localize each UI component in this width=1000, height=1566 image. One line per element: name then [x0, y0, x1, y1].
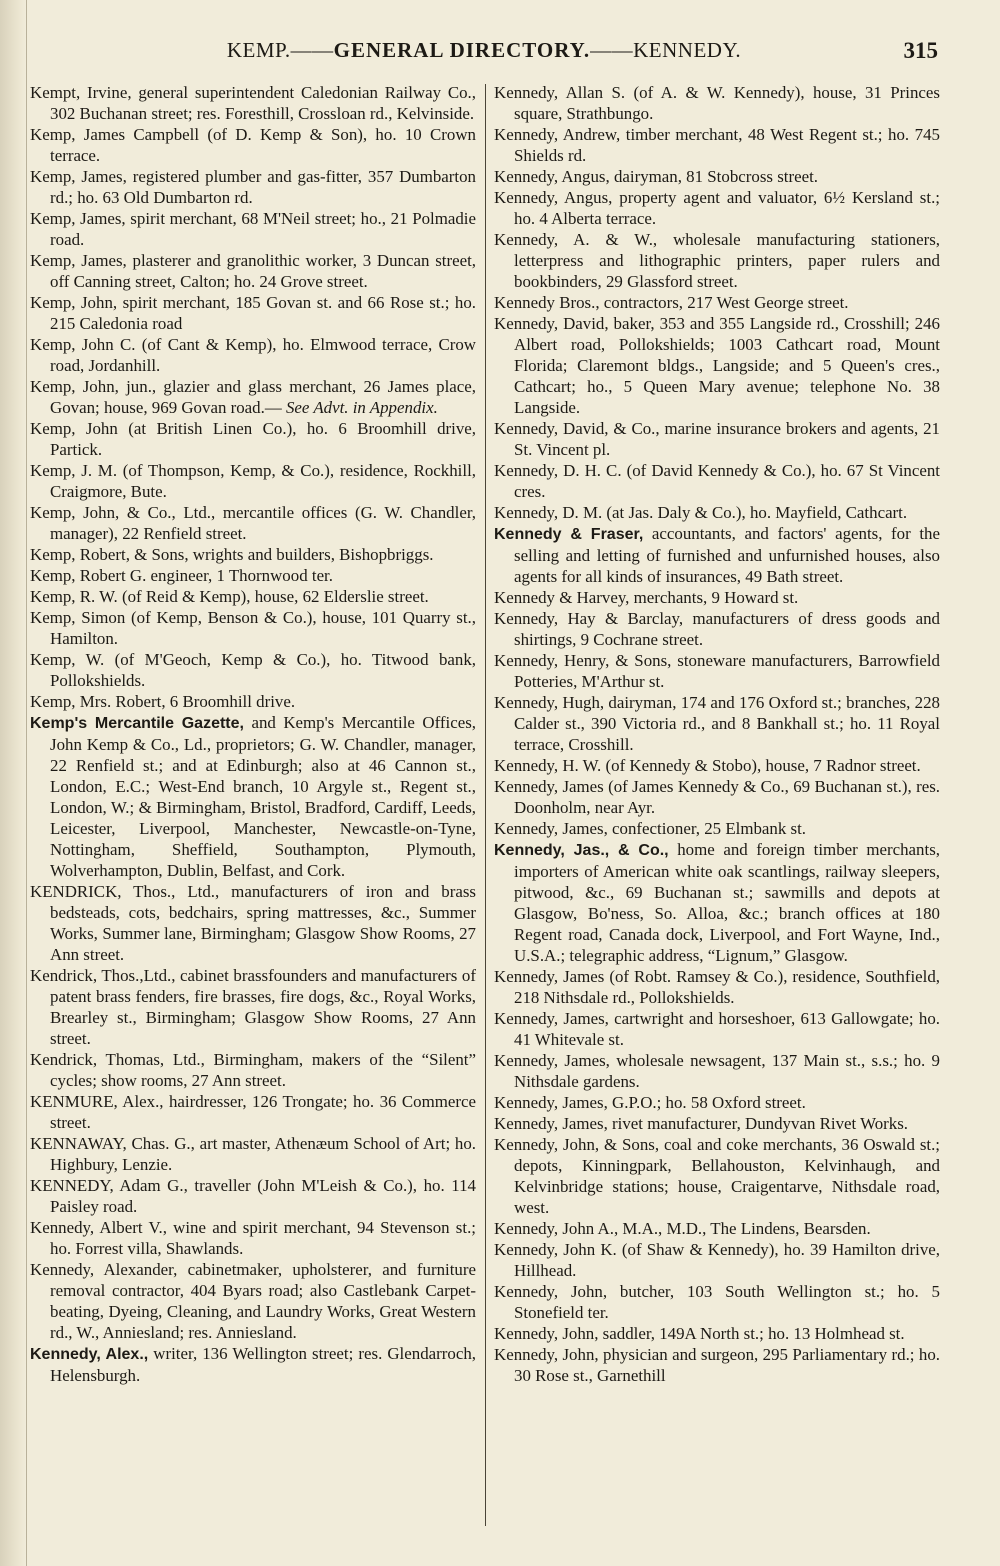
- left-column: [30, 82, 476, 1386]
- entry-bold-name: Kennedy, Jas., & Co.,: [494, 842, 669, 859]
- directory-entry: [494, 166, 940, 187]
- directory-entry: [30, 965, 476, 1049]
- entry-text: Kemp, W. (of M'Geoch, Kemp & Co.), ho. Titwood bank, Pollokshields.: [30, 650, 476, 690]
- directory-entry: [30, 376, 476, 418]
- directory-entry: [30, 460, 476, 502]
- entry-text: home and foreign timber merchants, importers of American white oak scantlings, railway sleepers, pitwood, &c., 69 Buchanan st.; sawmills and depots at Glasgow, Bo'ness, So. Alloa, &c.; branch offices at 180 Regent road, Canada dock, Liverpool, and Fort Wayne, Ind., U.S.A.; telegraphic address, “Lignum,” Glasgow.: [514, 840, 940, 965]
- running-header: [28, 38, 940, 70]
- entry-text: Kemp, Robert, & Sons, wrights and builders, Bishopbriggs.: [30, 545, 434, 564]
- directory-entry: [30, 1259, 476, 1343]
- entry-text: Kennedy, James, rivet manufacturer, Dundyvan Rivet Works.: [494, 1114, 909, 1133]
- entry-text: Kemp, Mrs. Robert, 6 Broomhill drive.: [30, 692, 296, 711]
- directory-entry: [30, 712, 476, 881]
- directory-entry: [494, 966, 940, 1008]
- directory-entry: [30, 1091, 476, 1133]
- entry-text: writer, 136 Wellington street; res. Glendarroch, Helensburgh.: [50, 1344, 476, 1385]
- entry-text: Kemp, James, spirit merchant, 68 M'Neil street; ho., 21 Polmadie road.: [30, 209, 476, 249]
- entry-text: Kemp, James, plasterer and granolithic worker, 3 Duncan street, off Canning street, Calton; ho. 24 Grove street.: [30, 251, 476, 291]
- directory-entry: [494, 608, 940, 650]
- entry-text: Kennedy, Angus, dairyman, 81 Stobcross street.: [494, 167, 818, 186]
- directory-entry: [494, 124, 940, 166]
- directory-entry: [494, 523, 940, 587]
- directory-entry: [30, 292, 476, 334]
- entry-text: Kennedy, David, baker, 353 and 355 Langside rd., Crosshill; 246 Albert road, Pollokshields; 1003 Cathcart road, Mount Florida; Claremont bldgs., Langside; and 5 Queen's cres., Cathcart; ho., 5 Queen Mary avenue; telephone No. 38 Langside.: [494, 314, 940, 417]
- entry-text: Kendrick, Thomas, Ltd., Birmingham, makers of the “Silent” cycles; show rooms, 27 Ann street.: [30, 1050, 476, 1090]
- entry-text: Kemp, J. M. (of Thompson, Kemp, & Co.), residence, Rockhill, Craigmore, Bute.: [30, 461, 476, 501]
- directory-entry: [494, 313, 940, 418]
- directory-entry: [494, 1344, 940, 1386]
- entry-text: Kennedy, John A., M.A., M.D., The Lindens, Bearsden.: [494, 1219, 871, 1238]
- entry-text: Kemp, John C. (of Cant & Kemp), ho. Elmwood terrace, Crow road, Jordanhill.: [30, 335, 476, 375]
- entry-text: Kennedy, James (of James Kennedy & Co., 69 Buchanan st.), res. Doonholm, near Ayr.: [494, 777, 940, 817]
- entry-text: Kennedy, Angus, property agent and valuator, 6½ Kersland st.; ho. 4 Alberta terrace.: [494, 188, 940, 228]
- entry-text: Kemp, Simon (of Kemp, Benson & Co.), house, 101 Quarry st., Hamilton.: [30, 608, 476, 648]
- entry-text: Kennedy, John, physician and surgeon, 295 Parliamentary rd.; ho. 30 Rose st., Garnethill: [494, 1345, 940, 1385]
- directory-entry: [30, 502, 476, 544]
- directory-entry: [30, 1175, 476, 1217]
- entry-text: Kennedy, Alexander, cabinetmaker, upholsterer, and furniture removal contractor, 404 Byars road; also Castlebank Carpet-beating, Dyeing, Cleaning, and Laundry Works, Great Western rd., W., Anniesland; res. Anniesland.: [30, 1260, 476, 1342]
- directory-entry: [30, 1049, 476, 1091]
- entry-text: Kempt, Irvine, general superintendent Caledonian Railway Co., 302 Buchanan street; res. Foresthill, Crossloan rd., Kelvinside.: [30, 83, 476, 123]
- entry-text: Kendrick, Thos.,Ltd., cabinet brassfounders and manufacturers of patent brass fenders, fire brasses, fire dogs, &c., Royal Works, Brearley st., Birmingham; Glasgow Show Rooms, 27 Ann street.: [30, 966, 476, 1048]
- directory-entry: [494, 1218, 940, 1239]
- page-number: 315: [903, 38, 938, 63]
- page-binding-edge: [0, 0, 27, 1566]
- directory-entry: [30, 544, 476, 565]
- entry-text: and Kemp's Mercantile Offices, John Kemp & Co., Ld., proprietors; G. W. Chandler, manager, 22 Renfield st.; and at Edinburgh; also at 46 Cannon st., London, E.C.; West-End branch, 10 Argyle st., Regent st., London, W.; & Birmingham, Bristol, Bradford, Cardiff, Leeds, Leicester, Liverpool, Manchester, Newcastle-on-Tyne, Nottingham, Sheffield, Southampton, Plymouth, Wolverhampton, Dublin, Belfast, and Cork.: [50, 713, 476, 880]
- entry-text: accountants, and factors' agents, for the selling and letting of furnished and unfurnished houses, also agents for all kinds of insurances, 49 Bath street.: [514, 524, 940, 586]
- entry-text: Kemp, Robert G. engineer, 1 Thornwood ter.: [30, 566, 333, 585]
- entry-text: Kemp, James, registered plumber and gas-fitter, 357 Dumbarton rd.; ho. 63 Old Dumbarton rd.: [30, 167, 476, 207]
- header-right: ——KENNEDY.: [590, 38, 742, 62]
- directory-entry: [30, 334, 476, 376]
- entry-text: KENMURE, Alex., hairdresser, 126 Trongate; ho. 36 Commerce street.: [30, 1092, 476, 1132]
- directory-entry: [30, 418, 476, 460]
- entry-text: Kennedy, John, butcher, 103 South Wellington st.; ho. 5 Stonefield ter.: [494, 1282, 940, 1322]
- entry-text: Kennedy, John K. (of Shaw & Kennedy), ho. 39 Hamilton drive, Hillhead.: [494, 1240, 940, 1280]
- directory-entry: [30, 1217, 476, 1259]
- directory-entry: [494, 755, 940, 776]
- directory-entry: [30, 124, 476, 166]
- entry-text: KENNAWAY, Chas. G., art master, Athenæum School of Art; ho. Highbury, Lenzie.: [30, 1134, 476, 1174]
- directory-entry: [494, 1323, 940, 1344]
- entry-text: Kennedy & Harvey, merchants, 9 Howard st.: [494, 588, 799, 607]
- directory-entry: [30, 1133, 476, 1175]
- entry-text: Kennedy, Albert V., wine and spirit merchant, 94 Stevenson st.; ho. Forrest villa, Shawlands.: [30, 1218, 476, 1258]
- directory-entry: [494, 1092, 940, 1113]
- directory-entry: [30, 586, 476, 607]
- directory-entry: [494, 418, 940, 460]
- directory-entry: [30, 565, 476, 586]
- entry-text: Kennedy, James, G.P.O.; ho. 58 Oxford street.: [494, 1093, 806, 1112]
- directory-entry: [494, 460, 940, 502]
- entry-italic-note: See Advt. in Appendix.: [285, 398, 438, 417]
- header-center: GENERAL DIRECTORY.: [333, 38, 591, 62]
- directory-entry: [494, 1134, 940, 1218]
- directory-entry: [30, 649, 476, 691]
- entry-text: Kennedy, D. H. C. (of David Kennedy & Co.), ho. 67 St Vincent cres.: [494, 461, 940, 501]
- directory-entry: [494, 587, 940, 608]
- directory-entry: [494, 502, 940, 523]
- entry-bold-name: Kennedy, Alex.,: [30, 1346, 149, 1363]
- directory-entry: [494, 650, 940, 692]
- directory-entry: [494, 187, 940, 229]
- directory-entry: [30, 607, 476, 649]
- entry-text: Kennedy, D. M. (at Jas. Daly & Co.), ho. Mayfield, Cathcart.: [494, 503, 908, 522]
- entry-text: Kennedy, Henry, & Sons, stoneware manufacturers, Barrowfield Potteries, M'Arthur st.: [494, 651, 940, 691]
- directory-entry: [494, 1281, 940, 1323]
- entry-text: Kemp, John (at British Linen Co.), ho. 6 Broomhill drive, Partick.: [30, 419, 476, 459]
- entry-bold-name: Kennedy & Fraser,: [494, 526, 644, 543]
- directory-entry: [30, 82, 476, 124]
- entry-text: Kennedy, David, & Co., marine insurance brokers and agents, 21 St. Vincent pl.: [494, 419, 940, 459]
- directory-entry: [30, 250, 476, 292]
- directory-entry: [494, 1239, 940, 1281]
- entry-text: Kennedy, James (of Robt. Ramsey & Co.), residence, Southfield, 218 Nithsdale rd., Pollokshields.: [494, 967, 940, 1007]
- directory-entry: [494, 292, 940, 313]
- directory-entry: [494, 1008, 940, 1050]
- entry-text: KENNEDY, Adam G., traveller (John M'Leish & Co.), ho. 114 Paisley road.: [30, 1176, 476, 1216]
- entry-text: Kemp, John, spirit merchant, 185 Govan st. and 66 Rose st.; ho. 215 Caledonia road: [30, 293, 476, 333]
- entry-text: Kemp, John, jun., glazier and glass merchant, 26 James place, Govan; house, 969 Govan road.—: [30, 377, 476, 417]
- directory-entry: [494, 1050, 940, 1092]
- directory-entry: [494, 1113, 940, 1134]
- entry-text: Kemp, James Campbell (of D. Kemp & Son), ho. 10 Crown terrace.: [30, 125, 476, 165]
- entry-text: Kennedy, A. & W., wholesale manufacturing stationers, letterpress and lithographic printers, paper rulers and bookbinders, 29 Glassford street.: [494, 230, 940, 291]
- entry-text: KENDRICK, Thos., Ltd., manufacturers of iron and brass bedsteads, cots, bedchairs, spring mattresses, &c., Summer Works, Summer lane, Birmingham; Glasgow Show Rooms, 27 Ann street.: [30, 882, 476, 964]
- entry-text: Kennedy, Andrew, timber merchant, 48 West Regent st.; ho. 745 Shields rd.: [494, 125, 940, 165]
- entry-text: Kennedy, James, confectioner, 25 Elmbank st.: [494, 819, 807, 838]
- directory-entry: [30, 166, 476, 208]
- entry-text: Kennedy, Allan S. (of A. & W. Kennedy), house, 31 Princes square, Strathbungo.: [494, 83, 940, 123]
- directory-entry: [30, 881, 476, 965]
- directory-entry: [30, 691, 476, 712]
- directory-entry: [494, 82, 940, 124]
- directory-entry: [494, 229, 940, 292]
- entry-text: Kennedy, H. W. (of Kennedy & Stobo), house, 7 Radnor street.: [494, 756, 921, 775]
- directory-entry: [494, 818, 940, 839]
- entry-bold-name: Kemp's Mercantile Gazette,: [30, 715, 244, 732]
- entry-text: Kennedy, James, wholesale newsagent, 137 Main st., s.s.; ho. 9 Nithsdale gardens.: [494, 1051, 940, 1091]
- directory-entry: [30, 208, 476, 250]
- entry-text: Kennedy, Hay & Barclay, manufacturers of dress goods and shirtings, 9 Cochrane street.: [494, 609, 940, 649]
- column-divider: [485, 84, 486, 1526]
- directory-entry: [494, 839, 940, 966]
- right-column: [494, 82, 940, 1386]
- entry-text: Kennedy Bros., contractors, 217 West George street.: [494, 293, 849, 312]
- directory-entry: [494, 776, 940, 818]
- directory-entry: [494, 692, 940, 755]
- header-left: KEMP.——: [226, 38, 334, 62]
- entry-text: Kennedy, John, saddler, 149A North st.; ho. 13 Holmhead st.: [494, 1324, 905, 1343]
- entry-text: Kennedy, John, & Sons, coal and coke merchants, 36 Oswald st.; depots, Kinningpark, Bellahouston, Kelvinhaugh, and Kelvinbridge stations; house, Craigentarve, Nithsdale road, west.: [494, 1135, 940, 1217]
- directory-entry: [30, 1343, 476, 1386]
- entry-text: Kennedy, Hugh, dairyman, 174 and 176 Oxford st.; branches, 228 Calder st., 390 Victoria rd., and 8 Bankhall st.; ho. 11 Royal terrace, Crosshill.: [494, 693, 940, 754]
- entry-text: Kemp, John, & Co., Ltd., mercantile offices (G. W. Chandler, manager), 22 Renfield street.: [30, 503, 476, 543]
- entry-text: Kemp, R. W. (of Reid & Kemp), house, 62 Elderslie street.: [30, 587, 429, 606]
- entry-text: Kennedy, James, cartwright and horseshoer, 613 Gallowgate; ho. 41 Whitevale st.: [494, 1009, 940, 1049]
